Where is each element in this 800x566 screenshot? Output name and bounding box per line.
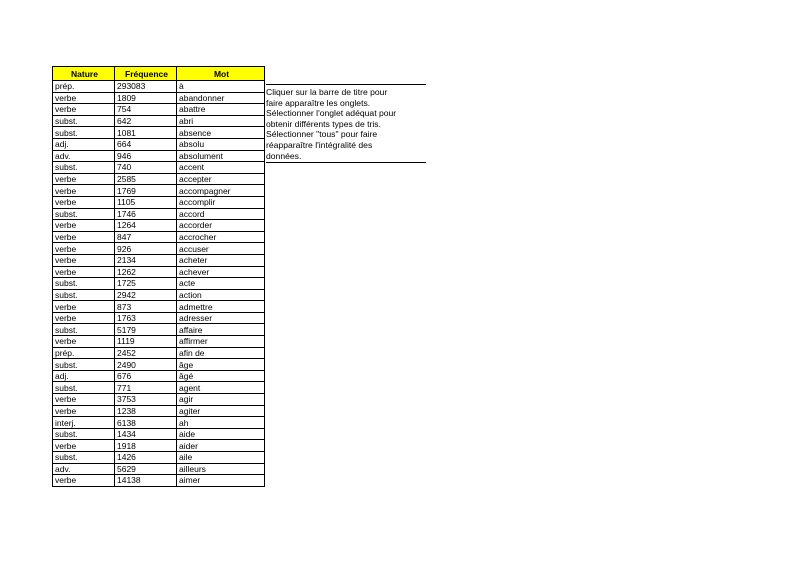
cell-nature: subst.: [53, 278, 115, 290]
cell-nature: verbe: [53, 336, 115, 348]
cell-mot: abri: [177, 115, 265, 127]
cell-nature: verbe: [53, 220, 115, 232]
table-row: [53, 185, 265, 197]
table-row: [53, 127, 265, 139]
cell-nature: prép.: [53, 81, 115, 93]
cell-nature: subst.: [53, 162, 115, 174]
cell-frequence: 2490: [115, 359, 177, 371]
cell-frequence: 5629: [115, 463, 177, 475]
table-row: [53, 301, 265, 313]
table-row: [53, 243, 265, 255]
cell-frequence: 2585: [115, 173, 177, 185]
cell-frequence: 1769: [115, 185, 177, 197]
cell-frequence: 1119: [115, 336, 177, 348]
cell-nature: subst.: [53, 208, 115, 220]
cell-nature: subst.: [53, 452, 115, 464]
cell-mot: âge: [177, 359, 265, 371]
instructions-note: [266, 84, 426, 163]
cell-nature: verbe: [53, 243, 115, 255]
cell-mot: accepter: [177, 173, 265, 185]
column-header-nature[interactable]: Nature: [53, 67, 115, 81]
cell-mot: admettre: [177, 301, 265, 313]
cell-frequence: 642: [115, 115, 177, 127]
table-row: [53, 162, 265, 174]
cell-mot: absolu: [177, 138, 265, 150]
cell-nature: verbe: [53, 254, 115, 266]
cell-frequence: 1262: [115, 266, 177, 278]
cell-mot: accompagner: [177, 185, 265, 197]
cell-nature: adv.: [53, 463, 115, 475]
note-line: Sélectionner l'onglet adéquat pour: [266, 108, 397, 119]
cell-frequence: 873: [115, 301, 177, 313]
cell-nature: subst.: [53, 289, 115, 301]
table-row: [53, 92, 265, 104]
table-row: [53, 231, 265, 243]
cell-nature: verbe: [53, 301, 115, 313]
cell-mot: ah: [177, 417, 265, 429]
cell-mot: abandonner: [177, 92, 265, 104]
cell-frequence: 926: [115, 243, 177, 255]
cell-mot: agiter: [177, 405, 265, 417]
cell-nature: verbe: [53, 475, 115, 487]
cell-frequence: 1809: [115, 92, 177, 104]
table-row: [53, 440, 265, 452]
table-row: [53, 104, 265, 116]
table-row: [53, 150, 265, 162]
table-row: [53, 417, 265, 429]
cell-mot: agent: [177, 382, 265, 394]
cell-nature: verbe: [53, 196, 115, 208]
cell-mot: accorder: [177, 220, 265, 232]
cell-frequence: 1434: [115, 428, 177, 440]
cell-nature: verbe: [53, 394, 115, 406]
cell-frequence: 1105: [115, 196, 177, 208]
table-row: [53, 428, 265, 440]
table-row: [53, 254, 265, 266]
column-header-mot[interactable]: Mot: [177, 67, 265, 81]
table-row: [53, 394, 265, 406]
cell-frequence: 14138: [115, 475, 177, 487]
cell-mot: action: [177, 289, 265, 301]
cell-frequence: 1746: [115, 208, 177, 220]
cell-frequence: 664: [115, 138, 177, 150]
cell-mot: afin de: [177, 347, 265, 359]
cell-nature: subst.: [53, 359, 115, 371]
note-line: obtenir différents types de tris.: [266, 118, 381, 129]
cell-nature: verbe: [53, 231, 115, 243]
cell-frequence: 1725: [115, 278, 177, 290]
cell-mot: accuser: [177, 243, 265, 255]
cell-nature: interj.: [53, 417, 115, 429]
cell-frequence: 946: [115, 150, 177, 162]
cell-mot: affaire: [177, 324, 265, 336]
cell-frequence: 2134: [115, 254, 177, 266]
cell-mot: aile: [177, 452, 265, 464]
cell-frequence: 1918: [115, 440, 177, 452]
cell-nature: verbe: [53, 440, 115, 452]
cell-mot: âgé: [177, 370, 265, 382]
cell-mot: agir: [177, 394, 265, 406]
cell-mot: absolument: [177, 150, 265, 162]
cell-frequence: 2452: [115, 347, 177, 359]
table-row: [53, 336, 265, 348]
cell-mot: abattre: [177, 104, 265, 116]
cell-frequence: 676: [115, 370, 177, 382]
table-row: [53, 81, 265, 93]
cell-nature: verbe: [53, 405, 115, 417]
table-row: [53, 312, 265, 324]
cell-nature: adv.: [53, 150, 115, 162]
cell-frequence: 847: [115, 231, 177, 243]
table-row: [53, 278, 265, 290]
cell-nature: verbe: [53, 173, 115, 185]
table-row: [53, 266, 265, 278]
column-header-frequence[interactable]: Fréquence: [115, 67, 177, 81]
cell-mot: accent: [177, 162, 265, 174]
cell-mot: achever: [177, 266, 265, 278]
cell-mot: absence: [177, 127, 265, 139]
cell-nature: verbe: [53, 92, 115, 104]
cell-mot: à: [177, 81, 265, 93]
cell-frequence: 1264: [115, 220, 177, 232]
table-row: [53, 382, 265, 394]
cell-mot: ailleurs: [177, 463, 265, 475]
note-line: Cliquer sur la barre de titre pour: [266, 87, 388, 97]
cell-frequence: 740: [115, 162, 177, 174]
table-row: [53, 370, 265, 382]
cell-mot: aide: [177, 428, 265, 440]
cell-frequence: 771: [115, 382, 177, 394]
cell-nature: adj.: [53, 138, 115, 150]
table-header: [53, 67, 265, 81]
cell-nature: verbe: [53, 185, 115, 197]
table-row: [53, 475, 265, 487]
cell-frequence: 1238: [115, 405, 177, 417]
cell-frequence: 754: [115, 104, 177, 116]
note-line: réapparaître l'intégralité des: [266, 139, 373, 150]
table-row: [53, 196, 265, 208]
table-row: [53, 208, 265, 220]
table-row: [53, 359, 265, 371]
cell-nature: prép.: [53, 347, 115, 359]
cell-mot: affirmer: [177, 336, 265, 348]
note-line: faire apparaître les onglets.: [266, 97, 371, 108]
cell-frequence: 1081: [115, 127, 177, 139]
cell-nature: verbe: [53, 104, 115, 116]
cell-nature: adj.: [53, 370, 115, 382]
note-line: données.: [266, 150, 302, 161]
cell-frequence: 1426: [115, 452, 177, 464]
table-row: [53, 220, 265, 232]
cell-frequence: 6138: [115, 417, 177, 429]
cell-frequence: 293083: [115, 81, 177, 93]
table-row: [53, 324, 265, 336]
cell-frequence: 1763: [115, 312, 177, 324]
cell-mot: adresser: [177, 312, 265, 324]
table-row: [53, 138, 265, 150]
table-row: [53, 347, 265, 359]
cell-mot: accomplir: [177, 196, 265, 208]
table-row: [53, 115, 265, 127]
cell-nature: subst.: [53, 324, 115, 336]
cell-mot: acte: [177, 278, 265, 290]
cell-nature: subst.: [53, 127, 115, 139]
cell-mot: accrocher: [177, 231, 265, 243]
cell-frequence: 5179: [115, 324, 177, 336]
cell-nature: subst.: [53, 115, 115, 127]
word-frequency-table: [52, 66, 265, 487]
table-body: [53, 81, 265, 487]
cell-mot: acheter: [177, 254, 265, 266]
cell-frequence: 2942: [115, 289, 177, 301]
table-row: [53, 173, 265, 185]
cell-nature: verbe: [53, 266, 115, 278]
cell-nature: subst.: [53, 428, 115, 440]
cell-mot: accord: [177, 208, 265, 220]
cell-mot: aimer: [177, 475, 265, 487]
cell-nature: subst.: [53, 382, 115, 394]
note-line: Sélectionner "tous" pour faire: [266, 129, 378, 140]
cell-mot: aider: [177, 440, 265, 452]
table-row: [53, 463, 265, 475]
cell-frequence: 3753: [115, 394, 177, 406]
table-header-row: [53, 67, 265, 81]
cell-nature: verbe: [53, 312, 115, 324]
table-row: [53, 289, 265, 301]
table-row: [53, 452, 265, 464]
table-row: [53, 405, 265, 417]
